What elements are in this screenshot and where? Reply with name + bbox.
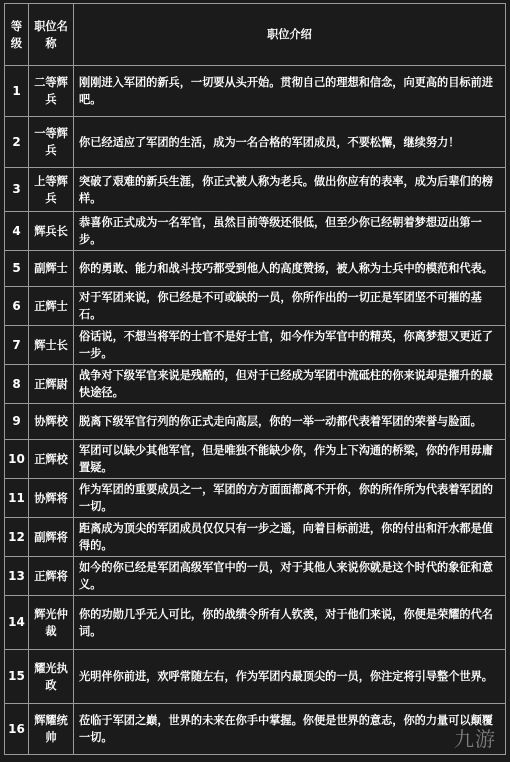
rank-level: 6 — [5, 287, 29, 326]
rank-description: 刚刚进入军团的新兵，一切要从头开始。贯彻自己的理想和信念，向更高的目标前进吧。 — [74, 66, 506, 117]
rank-level: 5 — [5, 251, 29, 287]
table-row — [5, 117, 506, 168]
rank-title: 正辉将 — [29, 557, 74, 596]
rank-title: 上等辉兵 — [29, 168, 74, 212]
rank-title: 正辉士 — [29, 287, 74, 326]
rank-description: 你的勇敢、能力和战斗技巧都受到他人的高度赞扬，被人称为士兵中的模范和代表。 — [74, 251, 506, 287]
rank-level: 14 — [5, 596, 29, 650]
rank-description: 军团可以缺少其他军官，但是唯独不能缺少你，作为上下沟通的桥梁，你的作用毋庸置疑。 — [74, 440, 506, 479]
rank-description: 作为军团的重要成员之一，军团的方方面面都离不开你，你的所作所为代表着军团的一切。 — [74, 479, 506, 518]
header-level: 等级 — [5, 4, 29, 66]
table-row — [5, 251, 506, 287]
table-row — [5, 66, 506, 117]
rank-level: 11 — [5, 479, 29, 518]
rank-description: 你的功勋几乎无人可比，你的战绩令所有人钦羡，对于他们来说，你便是荣耀的代名词。 — [74, 596, 506, 650]
rank-description: 恭喜你正式成为一名军官，虽然目前等级还很低，但至少你已经朝着梦想迈出第一步。 — [74, 212, 506, 251]
rank-title: 辉兵长 — [29, 212, 74, 251]
rank-title: 正辉校 — [29, 440, 74, 479]
rank-title: 副辉士 — [29, 251, 74, 287]
rank-description: 对于军团来说，你已经是不可或缺的一员，你所作出的一切正是军团坚不可摧的基石。 — [74, 287, 506, 326]
rank-title: 协辉校 — [29, 404, 74, 440]
table-row — [5, 596, 506, 650]
rank-level: 8 — [5, 365, 29, 404]
table-row — [5, 704, 506, 755]
rank-description: 突破了艰难的新兵生涯，你正式被人称为老兵。做出你应有的表率，成为后辈们的榜样。 — [74, 168, 506, 212]
rank-description: 莅临于军团之巅，世界的未来在你手中掌握。你便是世界的意志，你的力量可以颠覆一切。 — [74, 704, 506, 755]
table-row — [5, 168, 506, 212]
rank-description: 光明伴你前进，欢呼常随左右，作为军团内最顶尖的一员，你注定将引导整个世界。 — [74, 650, 506, 704]
watermark-logo: 九游 — [454, 727, 496, 751]
rank-table — [4, 3, 506, 755]
table-row — [5, 365, 506, 404]
rank-description: 距离成为顶尖的军团成员仅仅只有一步之遥，向着目标前进，你的付出和汗水都是值得的。 — [74, 518, 506, 557]
header-title: 职位名称 — [29, 4, 74, 66]
rank-description: 俗话说，不想当将军的士官不是好士官，如今作为军官中的精英，你离梦想又更近了一步。 — [74, 326, 506, 365]
rank-level: 15 — [5, 650, 29, 704]
table-row — [5, 212, 506, 251]
rank-description: 战争对下级军官来说是残酷的，但对于已经成为军团中流砥柱的你来说却是擢升的最快途径。 — [74, 365, 506, 404]
rank-title: 二等辉兵 — [29, 66, 74, 117]
rank-level: 13 — [5, 557, 29, 596]
rank-level: 9 — [5, 404, 29, 440]
rank-level: 3 — [5, 168, 29, 212]
rank-title: 辉耀统帅 — [29, 704, 74, 755]
table-row — [5, 650, 506, 704]
rank-title: 正辉尉 — [29, 365, 74, 404]
rank-level: 16 — [5, 704, 29, 755]
rank-description: 如今的你已经是军团高级军官中的一员，对于其他人来说你就是这个时代的象征和意义。 — [74, 557, 506, 596]
rank-level: 4 — [5, 212, 29, 251]
table-row — [5, 404, 506, 440]
table-row — [5, 479, 506, 518]
table-row — [5, 287, 506, 326]
table-row — [5, 440, 506, 479]
rank-level: 1 — [5, 66, 29, 117]
rank-description: 你已经适应了军团的生活，成为一名合格的军团成员，不要松懈，继续努力！ — [74, 117, 506, 168]
rank-level: 2 — [5, 117, 29, 168]
rank-level: 12 — [5, 518, 29, 557]
rank-title: 辉光仲裁 — [29, 596, 74, 650]
table-row — [5, 518, 506, 557]
table-row — [5, 557, 506, 596]
header-row — [5, 4, 506, 66]
table-row — [5, 326, 506, 365]
rank-description: 脱离下级军官行列的你正式走向高层，你的一举一动都代表着军团的荣誉与脸面。 — [74, 404, 506, 440]
rank-title: 耀光执政 — [29, 650, 74, 704]
rank-title: 辉士长 — [29, 326, 74, 365]
rank-level: 10 — [5, 440, 29, 479]
rank-level: 7 — [5, 326, 29, 365]
rank-title: 副辉将 — [29, 518, 74, 557]
rank-title: 一等辉兵 — [29, 117, 74, 168]
header-description: 职位介绍 — [74, 4, 506, 66]
rank-title: 协辉将 — [29, 479, 74, 518]
